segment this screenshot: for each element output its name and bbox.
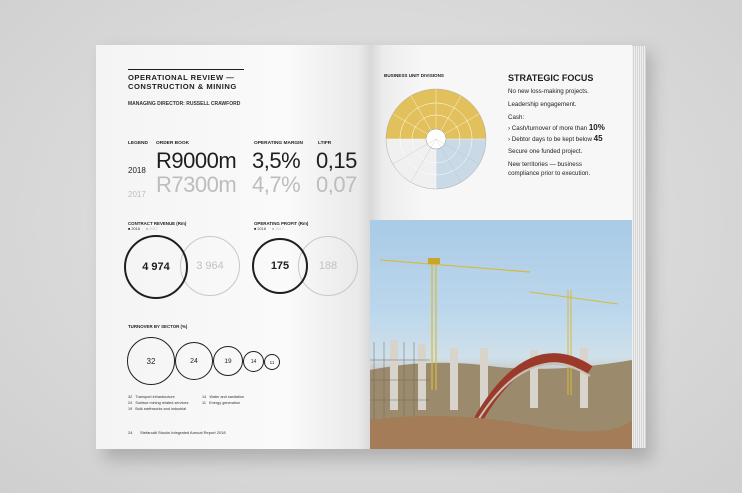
operating-profit-legend-2017-text: 2017 (275, 227, 284, 231)
kpi-year-2017: 2017 (128, 190, 146, 199)
contract-revenue-legend-2018-text: 2018 (131, 227, 140, 231)
contract-revenue-legend-2017: ■ 2017 (146, 227, 158, 231)
kpi-header-ltifr: LTIFR (318, 141, 332, 146)
contract-revenue-legend-2018: ■ 2018 (128, 227, 140, 231)
sector-bubble-19-value: 19 (224, 357, 232, 365)
sector-bubble-24-value: 24 (190, 357, 198, 365)
contract-revenue-legend-2017-text: 2017 (149, 227, 158, 231)
sector-legend-label: Bulk earthworks and industrial (135, 407, 187, 411)
page-number: 24 (128, 430, 133, 435)
focus-item: compliance prior to execution. (508, 170, 591, 177)
sector-legend-label: Energy generation (209, 401, 241, 405)
operating-profit-legend-2018: ■ 2018 (254, 227, 266, 231)
operating-margin-2017: 4,7% (252, 172, 301, 197)
construction-site-photo (370, 220, 632, 449)
page-edges (632, 46, 646, 448)
sector-legend-label: Transport infrastructure (135, 395, 175, 399)
sector-legend-value: 11 (202, 401, 206, 405)
operating-profit-2018-bubble (252, 238, 308, 294)
business-unit-divisions-diagram (384, 81, 488, 195)
sector-bubble-11-value: 11 (269, 359, 275, 365)
sector-bubble-32-value: 32 (146, 356, 156, 366)
cash-point-highlight: 45 (593, 134, 603, 143)
sector-legend-item (128, 401, 188, 405)
sector-legend-item (202, 401, 240, 405)
sector-bubble-19 (213, 346, 243, 376)
focus-item: Secure one funded project. (508, 148, 583, 155)
contract-revenue-2018-bubble (124, 235, 188, 299)
sector-bubble-14-value: 14 (250, 358, 257, 365)
sector-bubble-11 (264, 354, 280, 370)
order-book-2017: R7300m (156, 172, 237, 197)
turnover-by-sector-title: TURNOVER BY SECTOR (%) (128, 324, 188, 329)
sector-bubble-32 (127, 337, 175, 385)
sector-bubble-14 (243, 351, 264, 372)
operating-profit-legend-2017: ■ 2017 (272, 227, 284, 231)
operating-profit-2018-value: 175 (270, 260, 290, 272)
left-page (96, 45, 370, 449)
cash-point (508, 123, 605, 132)
sector-bubble-24 (175, 342, 213, 380)
sector-legend-label: Surface mining related services (135, 401, 189, 405)
kpi-year-2018: 2018 (128, 166, 146, 175)
focus-item: No new loss-making projects. (508, 88, 589, 95)
strategic-focus-title: STRATEGIC FOCUS (508, 73, 594, 83)
focus-item: New territories — business (508, 161, 582, 168)
sector-legend-value: 24 (128, 401, 133, 405)
contract-revenue-2017-bubble (180, 236, 240, 296)
cash-point (508, 134, 603, 143)
sector-legend-value: 19 (128, 407, 133, 411)
operating-profit-title: OPERATING PROFIT (Rm) (254, 221, 309, 226)
contract-revenue-2017-value: 3 964 (196, 260, 224, 272)
cash-point-text: › Cash/turnover of more than (508, 125, 589, 132)
publication-footer: Stefanutti Stocks Integrated Annual Report 2018 (140, 430, 226, 435)
section-title-line2: CONSTRUCTION & MINING (128, 82, 237, 91)
sector-legend-label: Water and sanitation (209, 395, 245, 399)
kpi-header-legend: LEGEND (128, 141, 148, 146)
right-page (370, 45, 632, 449)
sector-legend-value: 14 (202, 395, 207, 399)
business-unit-divisions-title: BUSINESS UNIT DIVISIONS (384, 73, 444, 78)
managing-director: MANAGING DIRECTOR: RUSSELL CRAWFORD (128, 101, 241, 107)
sector-legend-item (128, 395, 175, 399)
focus-item: Leadership engagement. (508, 101, 577, 108)
focus-item: Cash: (508, 114, 525, 121)
construction-scene (370, 220, 632, 449)
ltifr-2017: 0,07 (316, 172, 357, 197)
contract-revenue-title: CONTRACT REVENUE (Rm) (128, 221, 187, 226)
order-book-2018: R9000m (156, 148, 237, 173)
operating-margin-2018: 3,5% (252, 148, 301, 173)
sector-legend-item (202, 395, 244, 399)
operating-profit-legend-2018-text: 2018 (257, 227, 266, 231)
kpi-header-order-book: ORDER BOOK (156, 141, 190, 146)
kpi-header-operating-margin: OPERATING MARGIN (254, 141, 303, 146)
sector-legend-item (128, 407, 186, 411)
sector-legend-value: 32 (128, 395, 133, 399)
ltifr-2018: 0,15 (316, 148, 357, 173)
section-title-line1: OPERATIONAL REVIEW — (128, 73, 235, 82)
contract-revenue-2018-value: 4 974 (142, 261, 170, 273)
cash-point-text: › Debtor days to be kept below (508, 136, 594, 143)
operating-profit-2017-value: 188 (318, 260, 338, 272)
cash-point-highlight: 10% (588, 123, 605, 132)
title-rule (128, 69, 244, 70)
